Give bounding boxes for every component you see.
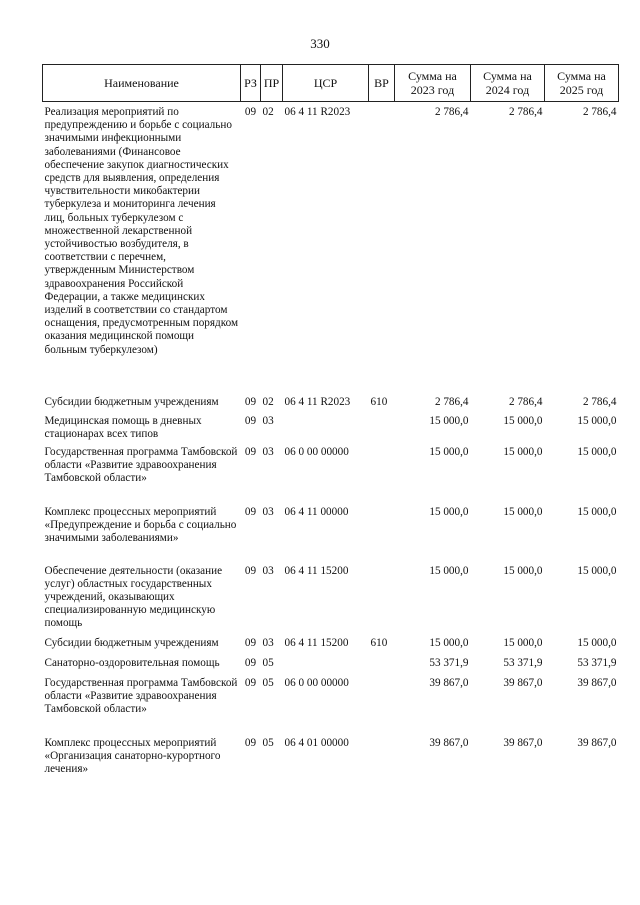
page-number: 330 — [310, 36, 330, 51]
row-csr — [283, 657, 369, 677]
row-sum-2025: 15 000,0 — [577, 505, 617, 518]
row-sum-2024: 39 867,0 — [503, 736, 543, 749]
row-sum-2025: 15 000,0 — [577, 564, 617, 577]
row-sum-2024: 2 786,4 — [508, 395, 543, 408]
row-name: Субсидии бюджетным учреждениям — [44, 636, 219, 649]
row-vr: 610 — [370, 636, 388, 649]
row-rz: 09 — [244, 414, 257, 427]
table-row — [43, 415, 619, 446]
row-sum-2025: 2 786,4 — [582, 395, 617, 408]
row-vr — [369, 102, 395, 396]
table-row — [43, 677, 619, 737]
table-row — [43, 102, 619, 396]
row-sum-2024: 2 786,4 — [508, 106, 543, 118]
row-sum-2023: 15 000,0 — [429, 636, 469, 649]
row-rz: 09 — [244, 676, 257, 689]
row-rz: 09 — [244, 564, 257, 577]
row-rz: 09 — [244, 636, 257, 649]
row-name: Комплекс процессных мероприятий «Организация санаторно-курортного лечения» — [44, 736, 221, 775]
row-vr — [369, 446, 395, 506]
row-rz: 09 — [244, 395, 257, 408]
row-csr: 06 4 11 00000 — [284, 505, 349, 518]
row-vr — [369, 506, 395, 565]
row-sum-2025: 53 371,9 — [577, 656, 617, 669]
row-vr — [369, 737, 395, 783]
table-row — [43, 657, 619, 677]
row-rz: 09 — [244, 106, 257, 118]
row-sum-2025: 39 867,0 — [577, 676, 617, 689]
column-header-pr: ПР — [261, 65, 283, 102]
column-header-vr: ВР — [369, 65, 395, 102]
row-sum-2024: 39 867,0 — [503, 676, 543, 689]
row-csr: 06 0 00 00000 — [284, 676, 349, 689]
table-row — [43, 565, 619, 637]
row-rz: 09 — [244, 736, 257, 749]
row-pr: 03 — [262, 505, 274, 518]
row-sum-2023: 15 000,0 — [429, 414, 469, 427]
row-csr: 06 4 11 R2023 — [284, 395, 351, 408]
row-pr: 02 — [262, 395, 274, 408]
row-csr: 06 4 11 15200 — [284, 636, 349, 649]
budget-table — [42, 64, 619, 783]
row-name: Комплекс процессных мероприятий «Предупреждение и борьба с социально значимыми заболеваниями» — [44, 505, 237, 544]
row-sum-2023: 39 867,0 — [429, 736, 469, 749]
table-row — [43, 737, 619, 783]
row-name: Санаторно-оздоровительная помощь — [44, 656, 220, 669]
row-sum-2025: 2 786,4 — [582, 106, 617, 118]
row-pr: 05 — [262, 736, 274, 749]
row-name: Государственная программа Тамбовской области «Развитие здравоохранения Тамбовской области» — [44, 445, 238, 484]
row-rz: 09 — [244, 505, 257, 518]
row-sum-2023: 15 000,0 — [429, 505, 469, 518]
row-sum-2023: 2 786,4 — [434, 395, 469, 408]
row-pr: 05 — [262, 676, 274, 689]
row-sum-2023: 15 000,0 — [429, 564, 469, 577]
table-header-row — [43, 65, 619, 102]
row-pr: 03 — [262, 445, 274, 458]
row-vr — [369, 677, 395, 737]
row-sum-2023: 15 000,0 — [429, 445, 469, 458]
table-row — [43, 446, 619, 506]
table-row — [43, 637, 619, 657]
row-pr: 03 — [262, 564, 274, 577]
row-name: Медицинская помощь в дневных стационарах всех типов — [44, 414, 202, 440]
row-sum-2025: 15 000,0 — [577, 414, 617, 427]
column-header-sum-2024: Сумма на 2024 год — [471, 65, 545, 102]
column-header-name: Наименование — [43, 65, 241, 102]
row-sum-2023: 53 371,9 — [429, 656, 469, 669]
row-sum-2024: 15 000,0 — [503, 636, 543, 649]
row-sum-2025: 15 000,0 — [577, 636, 617, 649]
row-pr: 02 — [262, 106, 274, 118]
row-name: Реализация мероприятий по предупреждению и борьбе с социально значимыми инфекционными заболеваниями (Финансовое обеспечение закупок диагностических средств для выявления, определения чувствительности микобактерии туберкулеза и мониторинга лечения лиц, больных туберкулезом с множественной лекарственной устойчивостью возбудителя, в соответствии с перечнем, утвержденным Министерством здравоохранения Российской Федерации, а также медицинских изделий в соответствии со стандартом оснащения, предусмотренным порядком оказания медицинской помощи больным туберкулезом) — [44, 106, 239, 356]
row-csr: 06 4 01 00000 — [284, 736, 349, 749]
row-csr: 06 0 00 00000 — [284, 445, 349, 458]
row-pr: 03 — [262, 636, 274, 649]
row-name: Обеспечение деятельности (оказание услуг) областных государственных учреждений, оказывающих специализированную медицинскую помощь — [44, 564, 223, 630]
row-rz: 09 — [244, 445, 257, 458]
row-pr: 05 — [262, 656, 274, 669]
row-sum-2024: 53 371,9 — [503, 656, 543, 669]
column-header-csr: ЦСР — [283, 65, 369, 102]
row-csr: 06 4 11 15200 — [284, 564, 349, 577]
column-header-sum-2023: Сумма на 2023 год — [395, 65, 471, 102]
table-row — [43, 396, 619, 415]
row-sum-2025: 15 000,0 — [577, 445, 617, 458]
row-vr — [369, 565, 395, 637]
row-name: Субсидии бюджетным учреждениям — [44, 395, 219, 408]
row-pr: 03 — [262, 414, 274, 427]
row-csr: 06 4 11 R2023 — [284, 106, 351, 118]
row-sum-2024: 15 000,0 — [503, 445, 543, 458]
column-header-sum-2025: Сумма на 2025 год — [545, 65, 619, 102]
column-header-rz: РЗ — [241, 65, 261, 102]
row-sum-2024: 15 000,0 — [503, 414, 543, 427]
row-vr — [369, 657, 395, 677]
row-csr — [283, 415, 369, 446]
row-vr — [369, 415, 395, 446]
row-name: Государственная программа Тамбовской области «Развитие здравоохранения Тамбовской области» — [44, 676, 238, 715]
row-sum-2024: 15 000,0 — [503, 505, 543, 518]
row-sum-2024: 15 000,0 — [503, 564, 543, 577]
row-vr: 610 — [370, 395, 388, 408]
row-sum-2025: 39 867,0 — [577, 736, 617, 749]
table-row — [43, 506, 619, 565]
row-sum-2023: 2 786,4 — [434, 106, 469, 118]
row-sum-2023: 39 867,0 — [429, 676, 469, 689]
row-rz: 09 — [244, 656, 257, 669]
